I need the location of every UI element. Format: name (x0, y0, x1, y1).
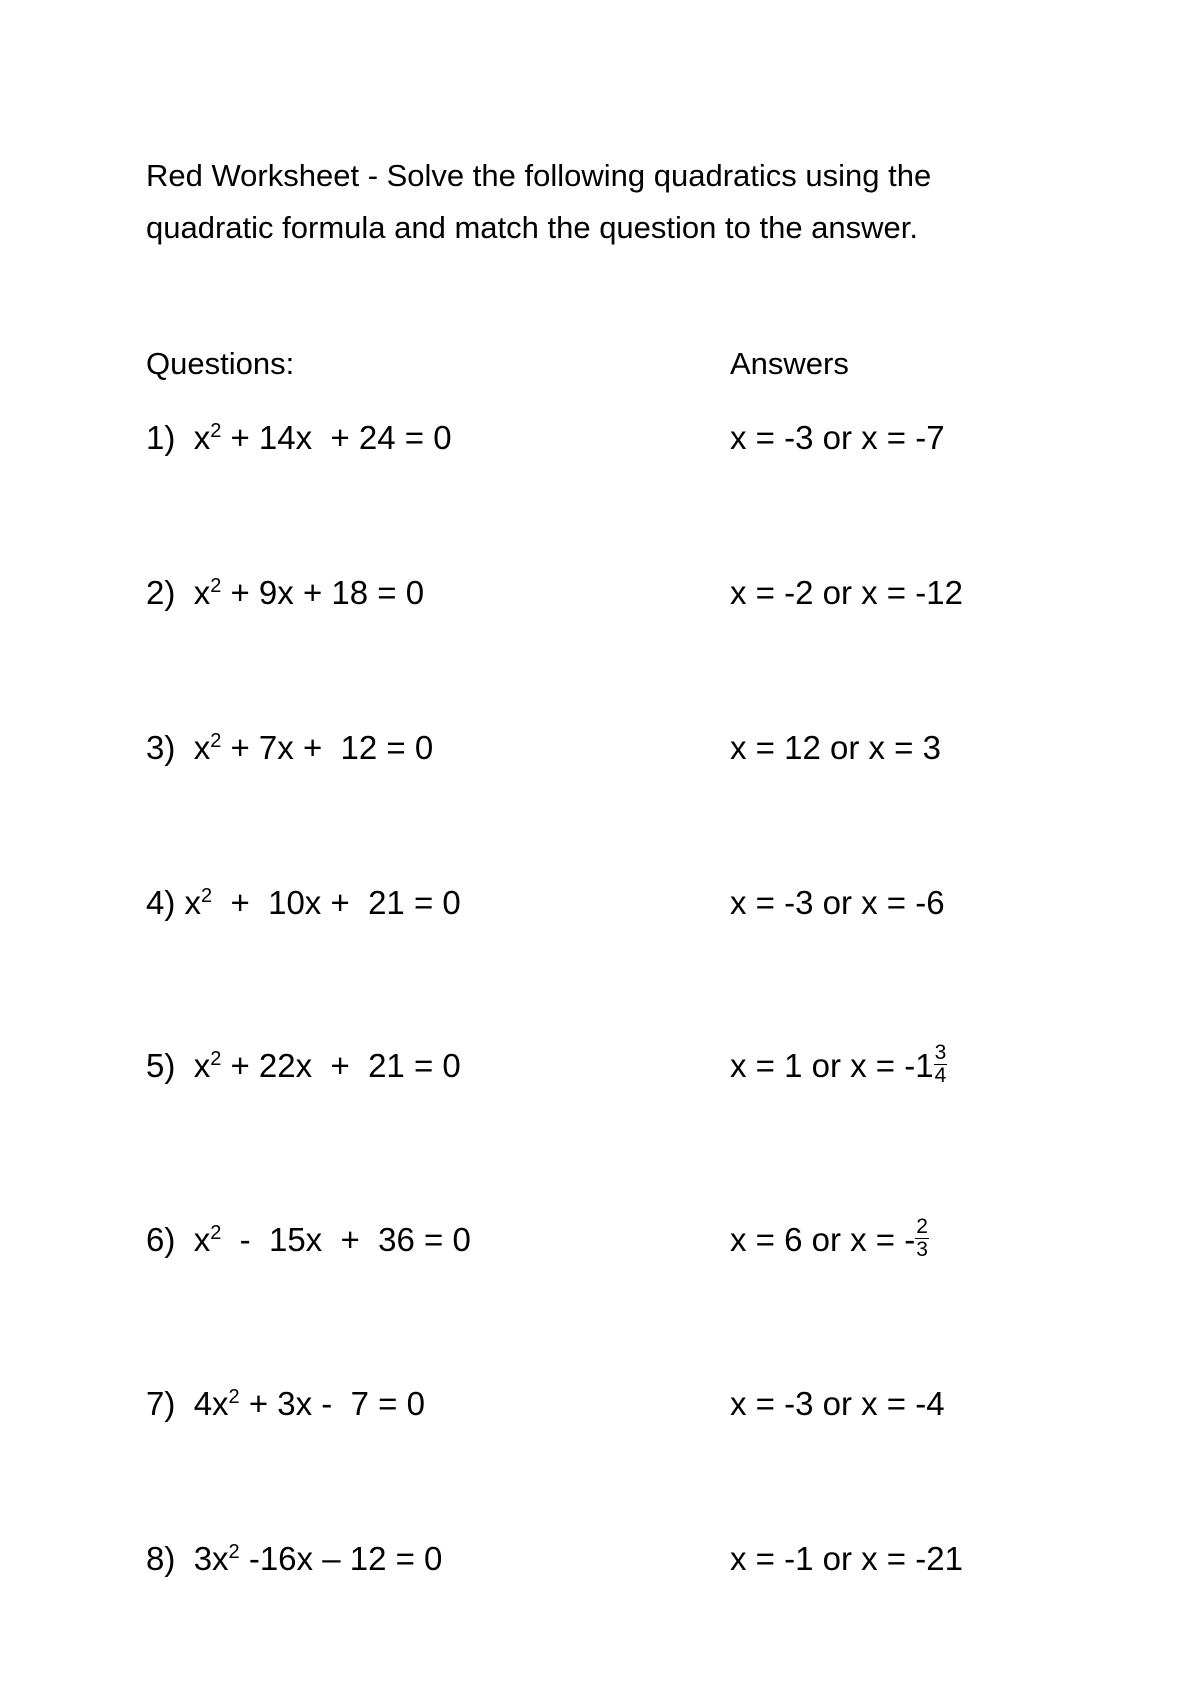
question-term: x (193, 419, 211, 456)
question-8 (146, 1539, 442, 1579)
question-rest: + 14x + 24 = 0 (221, 419, 452, 456)
question-term: x (184, 884, 202, 921)
answer-5 (730, 1041, 947, 1091)
question-rest: - 15x + 36 = 0 (221, 1221, 471, 1258)
question-number: 5) (146, 1047, 176, 1084)
question-rest: + 10x + 21 = 0 (212, 884, 461, 921)
question-term: x (193, 729, 211, 766)
question-term: x (193, 574, 211, 611)
question-number: 2) (146, 574, 176, 611)
question-term: 3x (193, 1540, 229, 1577)
answer-6 (730, 1215, 929, 1265)
question-term: x (193, 1221, 211, 1258)
question-number: 3) (146, 729, 176, 766)
answers-heading: Answers (730, 346, 849, 381)
question-rest: + 9x + 18 = 0 (221, 574, 425, 611)
question-7 (146, 1384, 425, 1424)
question-5 (146, 1046, 461, 1086)
answer-2: x = -2 or x = -12 (730, 574, 963, 611)
question-4 (146, 883, 461, 923)
question-1 (146, 418, 452, 458)
answer-text: x = 1 or x = -1 (730, 1047, 934, 1085)
exponent: 2 (210, 730, 222, 752)
answer-8: x = -1 or x = -21 (730, 1540, 963, 1577)
exponent: 2 (210, 1048, 222, 1070)
question-rest: + 3x - 7 = 0 (239, 1385, 425, 1422)
answer-3: x = 12 or x = 3 (730, 729, 941, 766)
question-number: 6) (146, 1221, 176, 1258)
question-6 (146, 1220, 471, 1260)
question-rest: + 7x + 12 = 0 (221, 729, 434, 766)
exponent: 2 (228, 1386, 240, 1408)
fraction-numerator: 3 (934, 1041, 947, 1064)
exponent: 2 (210, 420, 222, 442)
answer-4: x = -3 or x = -6 (730, 884, 945, 921)
question-number: 4) (146, 884, 176, 921)
instructions-line-1: Red Worksheet - Solve the following quadratics using the (146, 158, 932, 193)
instructions-line-2: quadratic formula and match the question to the answer. (146, 210, 919, 245)
question-number: 1) (146, 419, 176, 456)
instructions (146, 150, 1046, 254)
answer-1: x = -3 or x = -7 (730, 419, 945, 456)
fraction (934, 1042, 948, 1087)
answer-text: x = 6 or x = - (730, 1221, 916, 1259)
question-2 (146, 573, 424, 613)
question-rest: + 22x + 21 = 0 (221, 1047, 461, 1084)
question-number: 8) (146, 1540, 176, 1577)
fraction-numerator: 2 (916, 1215, 928, 1238)
question-term: x (193, 1047, 211, 1084)
answer-7: x = -3 or x = -4 (730, 1385, 945, 1422)
exponent: 2 (210, 575, 222, 597)
exponent: 2 (228, 1541, 240, 1563)
exponent: 2 (201, 885, 213, 907)
fraction-denominator: 4 (934, 1064, 947, 1087)
fraction-denominator: 3 (916, 1238, 928, 1261)
question-3 (146, 728, 433, 768)
question-term: 4x (193, 1385, 229, 1422)
question-rest: -16x – 12 = 0 (239, 1540, 443, 1577)
fraction (915, 1216, 929, 1261)
exponent: 2 (210, 1222, 222, 1244)
question-number: 7) (146, 1385, 176, 1422)
questions-heading: Questions: (146, 346, 295, 381)
